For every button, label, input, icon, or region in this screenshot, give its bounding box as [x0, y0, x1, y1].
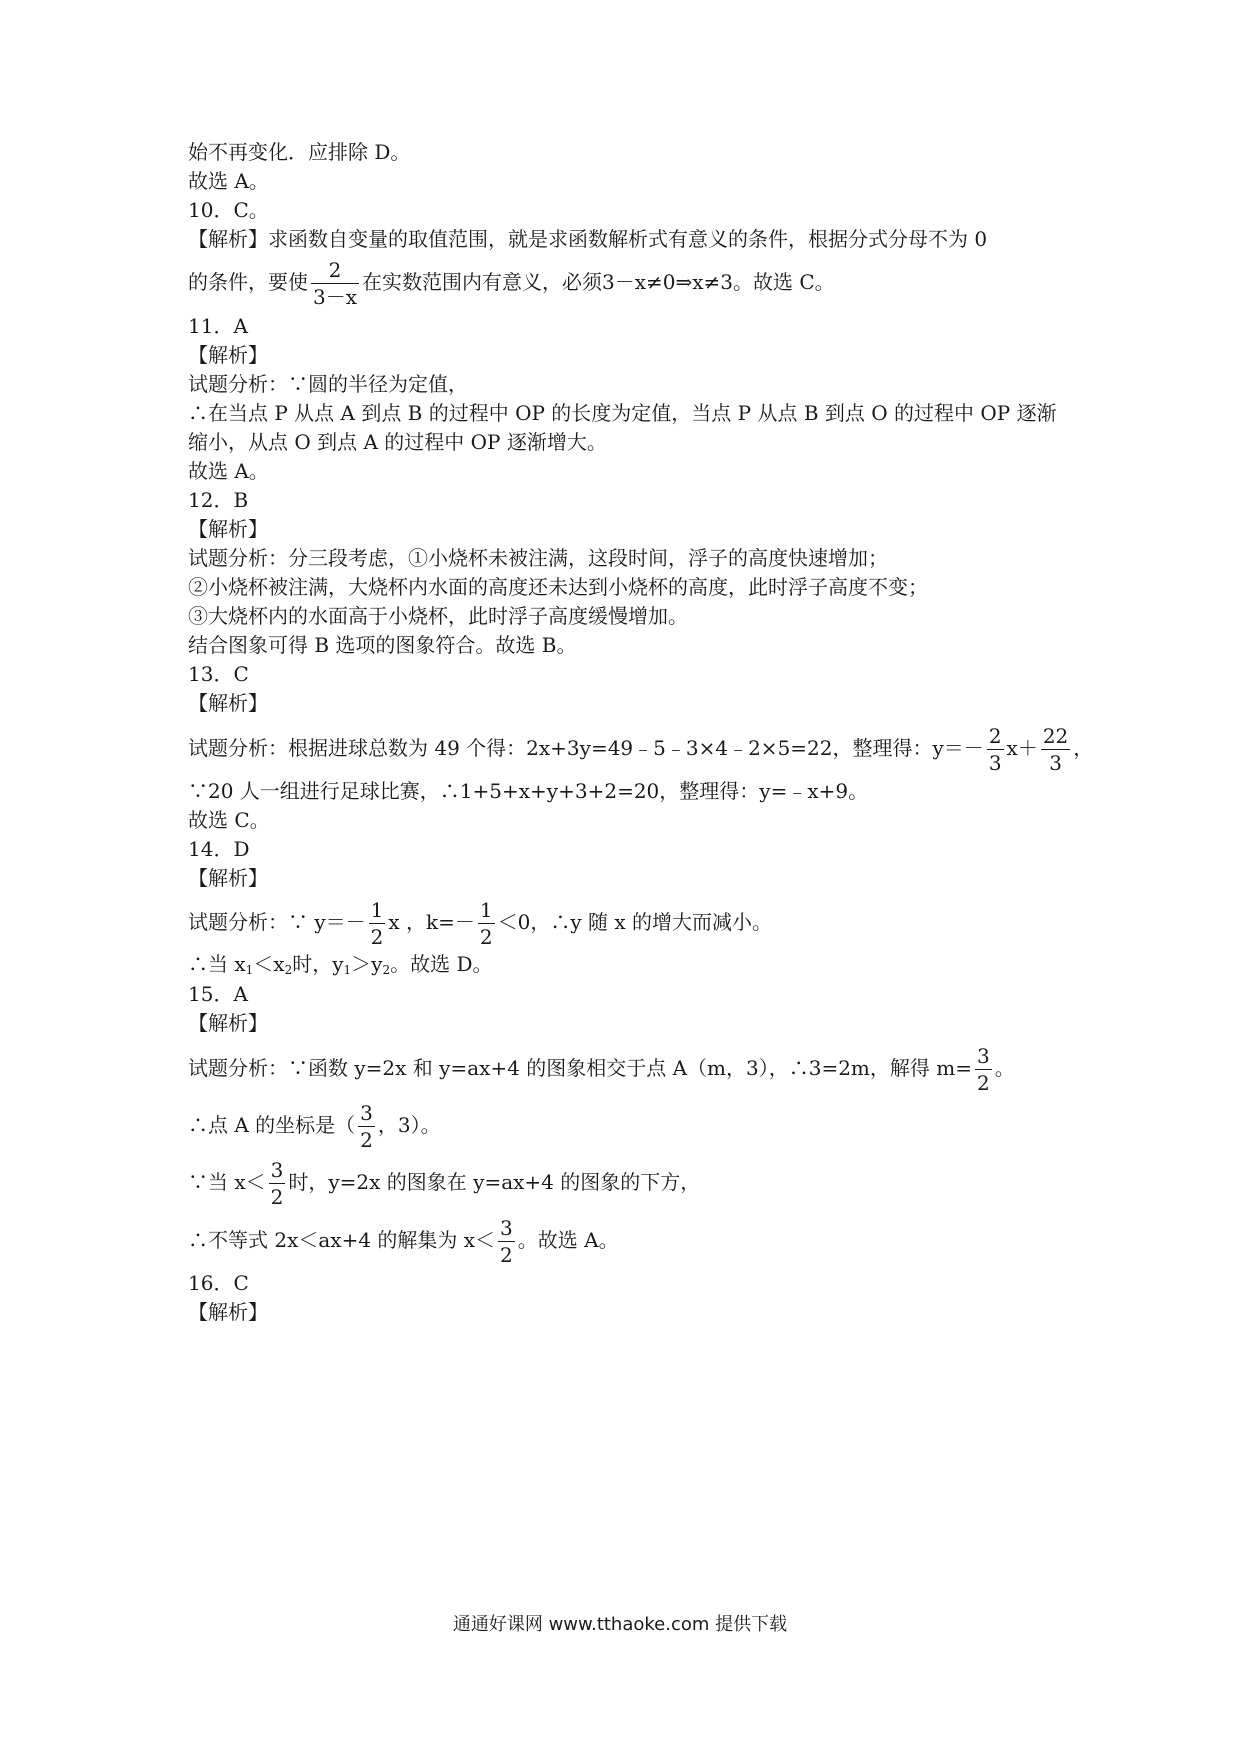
answer-heading: 11．A — [188, 314, 248, 338]
text-line: 试题分析：∵圆的半径为定值， — [188, 372, 468, 396]
text-line: 缩小，从点 O 到点 A 的过程中 OP 逐渐增大。 — [188, 430, 607, 454]
answer-heading: 15．A — [188, 982, 248, 1006]
text-line: ③大烧杯内的水面高于小烧杯，此时浮子高度缓慢增加。 — [188, 604, 688, 628]
answer-heading: 10．C。 — [188, 198, 269, 222]
text-line: 故选 A。 — [188, 169, 269, 193]
text-line: ②小烧杯被注满，大烧杯内水面的高度还未达到小烧杯的高度，此时浮子高度不变； — [188, 575, 928, 599]
fraction: $\frac{3}{2}$ — [270, 1158, 284, 1209]
equation-line: 试题分析：∵函数 y=2x 和 y=ax+4 的图象相交于点 A（m，3），∴3=2m，解得 m= $\frac{3}{2}$ 。 — [188, 1044, 1015, 1095]
fraction: $\frac{2}{3-x}$ — [313, 258, 358, 309]
answer-heading: 13．C — [188, 662, 249, 686]
text-line: 【解析】 — [188, 691, 268, 715]
text-line: 【解析】 — [188, 1011, 268, 1035]
equation-line: 试题分析：∵ y＝－ $\frac{1}{2}$ x ，k=－ $\frac{1}{2}$ ＜0，∴y 随 x 的增大而减小。 — [188, 898, 773, 949]
fraction: $\frac{3}{2}$ — [976, 1044, 990, 1095]
fraction: $\frac{2}{3}$ — [988, 724, 1002, 775]
equation-line: ∴不等式 2x＜ax+4 的解集为 x＜ $\frac{3}{2}$ 。故选 A。 — [188, 1216, 619, 1267]
text-line: 【解析】 — [188, 866, 268, 890]
text-line: 【解析】 — [188, 517, 268, 541]
equation-line: ∴点 A 的坐标是（ $\frac{3}{2}$ ，3）。 — [188, 1101, 441, 1152]
equation-line: ∵当 x＜ $\frac{3}{2}$ 时，y=2x 的图象在 y=ax+4 的图象的下方， — [188, 1158, 701, 1209]
text-line: 【解析】 — [188, 1300, 268, 1324]
page-footer: 通通好课网 www.tthaoke.com 提供下载 — [452, 1614, 788, 1635]
fraction: $\frac{3}{2}$ — [360, 1101, 373, 1152]
text-line: ∵20 人一组进行足球比赛，∴1+5+x+y+3+2=20，整理得：y=﹣x+9。 — [188, 779, 869, 803]
fraction: $\frac{3}{2}$ — [500, 1216, 513, 1267]
fraction: $\frac{1}{2}$ — [370, 898, 384, 949]
text-line: 【解析】求函数自变量的取值范围，就是求函数解析式有意义的条件，根据分式分母不为 0 — [188, 227, 988, 251]
answer-heading: 16．C — [188, 1271, 249, 1295]
text-line: 故选 A。 — [188, 459, 269, 483]
text-line: ∴当 $x_1<x_2$时，$y_1>y_2$。故选 D。 — [188, 952, 493, 977]
answer-heading: 14．D — [188, 837, 250, 861]
fraction: $\frac{1}{2}$ — [479, 898, 493, 949]
equation-line: 试题分析：根据进球总数为 49 个得：2x+3y=49﹣5﹣3×4﹣2×5=22，整理得：y＝－ $\frac{2}{3}$ x＋ $\frac{22}{3}$ ， — [188, 724, 1094, 775]
fraction: $\frac{22}{3}$ — [1042, 724, 1069, 775]
text-line: 始不再变化．应排除 D。 — [188, 140, 411, 164]
equation-line: 的条件，要使 $\frac{2}{3-x}$ 在实数范围内有意义，必须3－x≠0⇒x≠3。故选 C。 — [188, 258, 835, 309]
text-line: ∴在当点 P 从点 A 到点 B 的过程中 OP 的长度为定值，当点 P 从点 B 到点 O 的过程中 OP 逐渐 — [188, 401, 1057, 425]
text-line: 故选 C。 — [188, 808, 270, 832]
text-line: 【解析】 — [188, 343, 268, 367]
text-line: 试题分析：分三段考虑，①小烧杯未被注满，这段时间，浮子的高度快速增加； — [188, 546, 888, 570]
answer-heading: 12．B — [188, 488, 249, 512]
text-line: 结合图象可得 B 选项的图象符合。故选 B。 — [188, 633, 577, 657]
